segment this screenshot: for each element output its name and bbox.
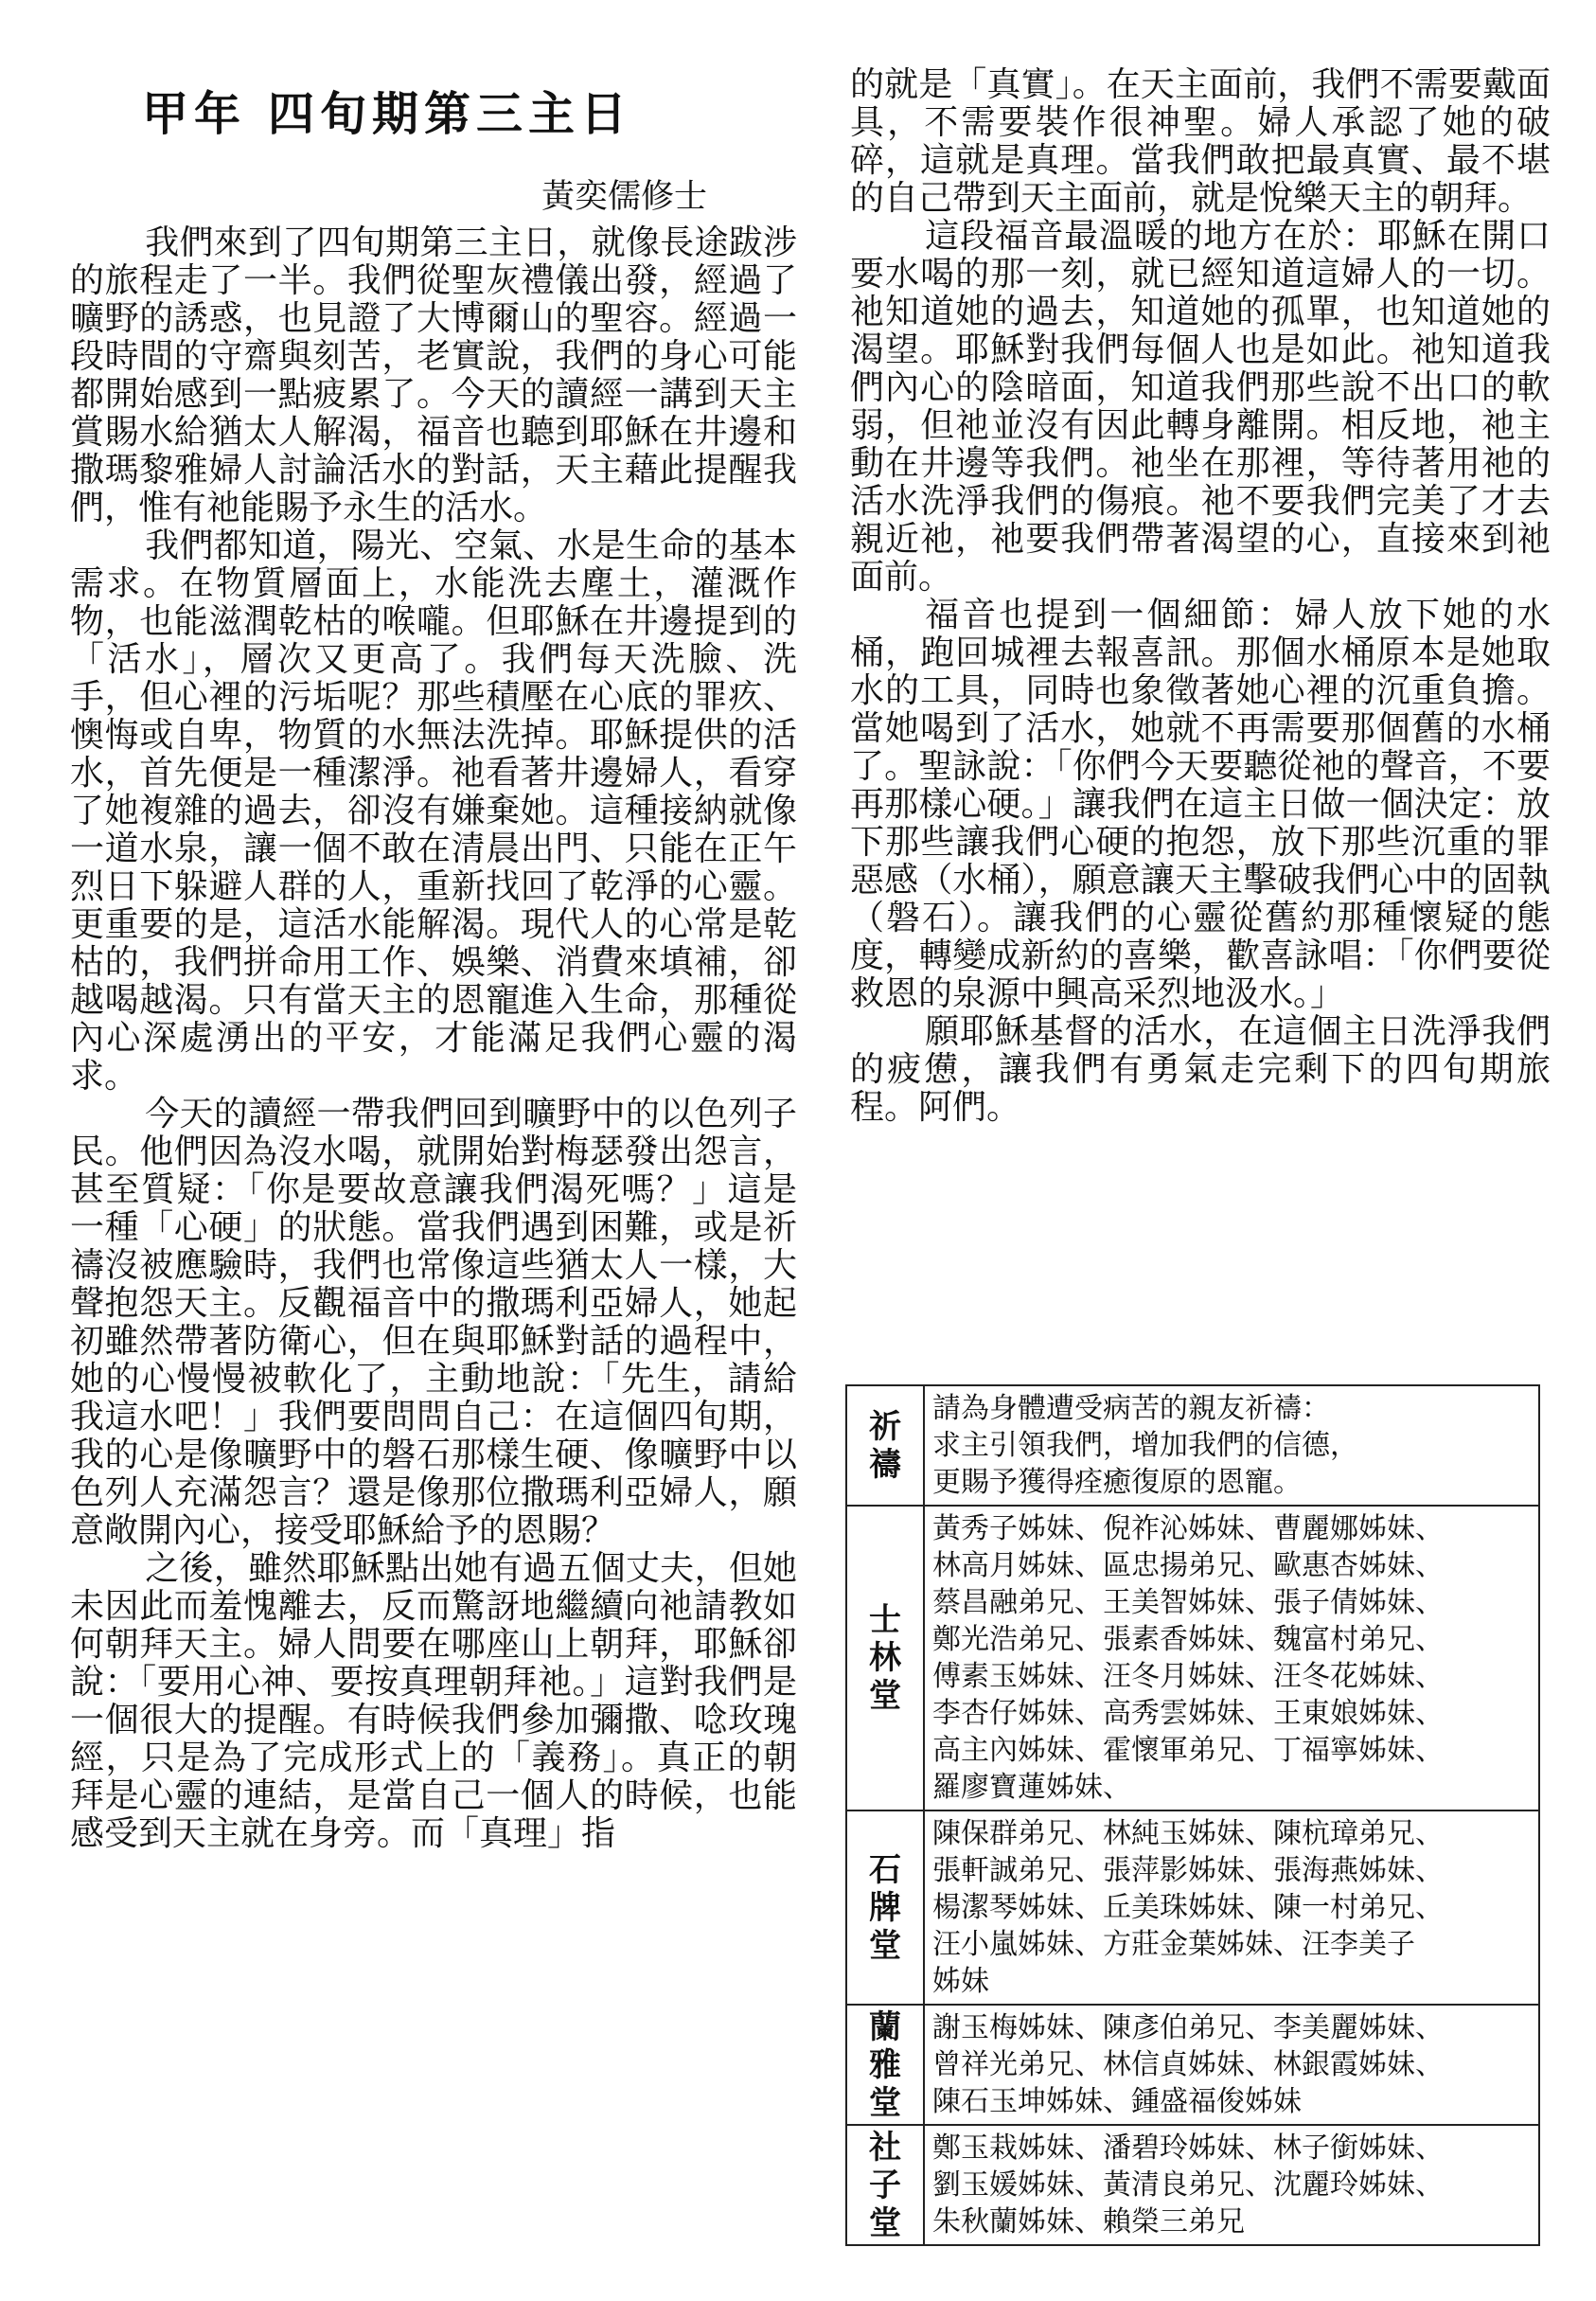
table-row [846, 1385, 1539, 1506]
table-row [846, 1506, 1539, 1810]
prayer-text-cell [924, 1385, 1539, 1506]
article-paragraph: 今天的讀經一帶我們回到曠野中的以色列子民。他們因為沒水喝，就開始對梅瑟發出怨言，甚至質疑：「你是要故意讓我們渴死嗎？」這是一種「心硬」的狀態。當我們遇到困難，或是祈禱沒被應驗時，我們也常像這些猶太人一樣，大聲抱怨天主。反觀福音中的撒瑪利亞婦人，她起初雖然帶著防衛心，但在與耶穌對話的過程中，她的心慢慢被軟化了，主動地說：「先生，請給我這水吧！」我們要問問自己：在這個四旬期，我的心是像曠野中的磐石那樣生硬、像曠野中以色列人充滿怨言？還是像那位撒瑪利亞婦人，願意敞開內心，接受耶穌給予的恩賜？ [70, 1095, 797, 1550]
names-line: 李杏仔姊妹、高秀雲姊妹、王東娘姊妹、 [932, 1697, 1444, 1730]
prayer-line: 求主引領我們，增加我們的信德， [932, 1429, 1358, 1462]
names-line: 謝玉梅姊妹、陳彥伯弟兄、李美麗姊妹、 [932, 2011, 1444, 2044]
names-cell [924, 2005, 1539, 2125]
names-line: 傅素玉姊妹、汪冬月姊妹、汪冬花姊妹、 [932, 1660, 1444, 1693]
names-line: 黃秀子姊妹、倪祚沁姊妹、曹麗娜姊妹、 [932, 1512, 1444, 1545]
names-cell [924, 1506, 1539, 1810]
names-line: 楊潔琴姊妹、丘美珠姊妹、陳一村弟兄、 [932, 1891, 1444, 1924]
names-line: 陳石玉坤姊妹、鍾盛福俊姊妹 [932, 2085, 1302, 2118]
article-right-column [850, 66, 1551, 1373]
prayer-line: 更賜予獲得痊癒復原的恩寵。 [932, 1466, 1302, 1499]
names-line: 朱秋蘭姊妹、賴榮三弟兄 [932, 2205, 1245, 2239]
names-line: 陳保群弟兄、林純玉姊妹、陳杭璋弟兄、 [932, 1817, 1444, 1850]
article-paragraph: 願耶穌基督的活水，在這個主日洗淨我們的疲憊，讓我們有勇氣走完剩下的四旬期旅程。阿們。 [850, 1012, 1551, 1127]
names-line: 劉玉媛姊妹、黃清良弟兄、沈麗玲姊妹、 [932, 2168, 1444, 2202]
church-name-cell: 蘭雅堂 [846, 2005, 924, 2125]
table-row [846, 2125, 1539, 2245]
names-cell [924, 1810, 1539, 2005]
names-line: 蔡昌融弟兄、王美智姊妹、張子倩姊妹、 [932, 1586, 1444, 1619]
article-paragraph-continued: 的就是「真實」。在天主面前，我們不需要戴面具，不需要裝作很神聖。婦人承認了她的破碎，這就是真理。當我們敢把最真實、最不堪的自己帶到天主面前，就是悅樂天主的朝拜。 [850, 65, 1551, 218]
page-title: 甲年 四旬期第三主日 [142, 86, 633, 141]
article-paragraph: 我們來到了四旬期第三主日，就像長途跋涉的旅程走了一半。我們從聖灰禮儀出發，經過了曠野的誘惑，也見證了大博爾山的聖容。經過一段時間的守齋與刻苦，老實說，我們的身心可能都開始感到一點疲累了。今天的讀經一講到天主賞賜水給猶太人解渴，福音也聽到耶穌在井邊和撒瑪黎雅婦人討論活水的對話，天主藉此提醒我們，惟有祂能賜予永生的活水。 [70, 223, 797, 527]
names-line: 羅廖寶蓮姊妹、 [932, 1771, 1131, 1804]
names-line: 張軒誠弟兄、張萍影姊妹、張海燕姊妹、 [932, 1854, 1444, 1887]
prayer-header-cell: 祈禱 [846, 1385, 924, 1506]
names-line: 姊妹 [932, 1965, 989, 1998]
names-line: 林高月姊妹、區忠揚弟兄、歐惠杏姊妹、 [932, 1549, 1444, 1582]
names-line: 鄭光浩弟兄、張素香姊妹、魏富村弟兄、 [932, 1623, 1444, 1656]
church-name-cell: 石牌堂 [846, 1810, 924, 2005]
church-name-cell: 社子堂 [846, 2125, 924, 2245]
article-paragraph: 我們都知道，陽光、空氣、水是生命的基本需求。在物質層面上，水能洗去塵土，灌溉作物，也能滋潤乾枯的喉嚨。但耶穌在井邊提到的「活水」，層次又更高了。我們每天洗臉、洗手，但心裡的污垢呢？那些積壓在心底的罪疚、懊悔或自卑，物質的水無法洗掉。耶穌提供的活水，首先便是一種潔淨。祂看著井邊婦人，看穿了她複雜的過去，卻沒有嫌棄她。這種接納就像一道水泉，讓一個不敢在清晨出門、只能在正午烈日下躲避人群的人，重新找回了乾淨的心靈。更重要的是，這活水能解渴。現代人的心常是乾枯的，我們拼命用工作、娛樂、消費來填補，卻越喝越渴。只有當天主的恩寵進入生命，那種從內心深處湧出的平安，才能滿足我們心靈的渴求。 [70, 526, 797, 1096]
article-paragraph: 福音也提到一個細節：婦人放下她的水桶，跑回城裡去報喜訊。那個水桶原本是她取水的工具，同時也象徵著她心裡的沉重負擔。當她喝到了活水，她就不再需要那個舊的水桶了。聖詠說：「你們今天要聽從祂的聲音，不要再那樣心硬。」讓我們在這主日做一個決定：放下那些讓我們心硬的抱怨，放下那些沉重的罪惡感（水桶），願意讓天主擊破我們心中的固執（磐石）。讓我們的心靈從舊約那種懷疑的態度，轉變成新約的喜樂，歡喜詠唱：「你們要從救恩的泉源中興高采烈地汲水。」 [850, 596, 1551, 1013]
names-line: 高主內姊妹、霍懷軍弟兄、丁福寧姊妹、 [932, 1734, 1444, 1767]
names-line: 汪小嵐姊妹、方莊金葉姊妹、汪李美子 [932, 1928, 1415, 1961]
article-paragraph: 之後，雖然耶穌點出她有過五個丈夫，但她未因此而羞愧離去，反而驚訝地繼續向祂請教如何朝拜天主。婦人問要在哪座山上朝拜，耶穌卻說：「要用心神、要按真理朝拜祂。」這對我們是一個很大的提醒。有時候我們參加彌撒、唸玫瑰經，只是為了完成形式上的「義務」。真正的朝拜是心靈的連結，是當自己一個人的時候，也能感受到天主就在身旁。而「真理」指 [70, 1549, 797, 1853]
names-line: 曾祥光弟兄、林信貞姊妹、林銀霞姊妹、 [932, 2048, 1444, 2081]
author-name: 黃奕儒修士 [541, 178, 708, 216]
prayer-list-table [845, 1384, 1540, 2246]
article-left-column [70, 224, 797, 2251]
prayer-line: 請為身體遭受病苦的親友祈禱： [932, 1392, 1330, 1425]
table-row [846, 2005, 1539, 2125]
church-name-cell: 士林堂 [846, 1506, 924, 1810]
table-row [846, 1810, 1539, 2005]
names-cell [924, 2125, 1539, 2245]
names-line: 鄭玉栽姊妹、潘碧玲姊妹、林子銜姊妹、 [932, 2132, 1444, 2165]
article-paragraph: 這段福音最溫暖的地方在於：耶穌在開口要水喝的那一刻，就已經知道這婦人的一切。祂知道她的過去，知道她的孤單，也知道她的渴望。耶穌對我們每個人也是如此。祂知道我們內心的陰暗面，知道我們那些說不出口的軟弱，但祂並沒有因此轉身離開。相反地，祂主動在井邊等我們。祂坐在那裡，等待著用祂的活水洗淨我們的傷痕。祂不要我們完美了才去親近祂，祂要我們帶著渴望的心，直接來到祂面前。 [850, 217, 1551, 597]
